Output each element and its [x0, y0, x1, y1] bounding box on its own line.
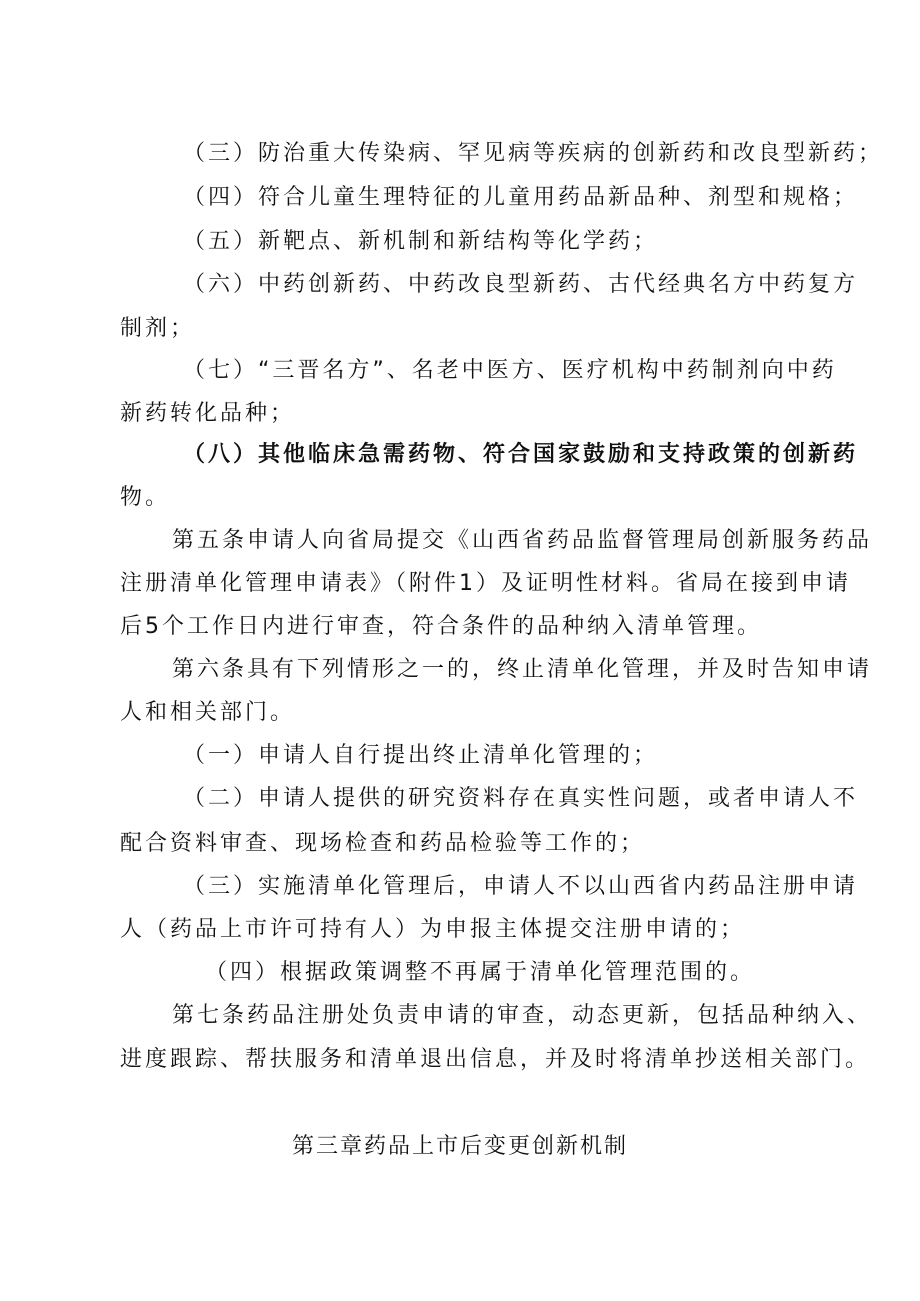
paragraph-7-line-2: 新药转化品种； — [120, 401, 296, 426]
paragraph-3-line-1: （三）防治重大传染病、罕见病等疾病的创新药和改良型新药； — [183, 141, 884, 166]
item-2-line-1: （二）申请人提供的研究资料存在真实性问题，或者申请人不 — [183, 786, 859, 811]
paragraph-5-line-1: （五）新靶点、新机制和新结构等化学药； — [183, 229, 659, 254]
item-3-line-1: （三）实施清单化管理后，申请人不以山西省内药品注册申请 — [183, 874, 859, 899]
paragraph-4-line-1: （四）符合儿童生理特征的儿童用药品新品种、剂型和规格； — [183, 185, 859, 210]
article-5-line-1: 第五条申请人向省局提交《山西省药品监督管理局创新服务药品 — [172, 528, 873, 553]
article-5-line-2: 注册清单化管理申请表》（附件1）及证明性材料。省局在接到申请 — [120, 571, 851, 596]
article-6-line-2: 人和相关部门。 — [120, 700, 296, 725]
article-7-line-2: 进度跟踪、帮扶服务和清单退出信息，并及时将清单抄送相关部门。 — [120, 1047, 871, 1072]
item-2-line-2: 配合资料审查、现场检查和药品检验等工作的； — [120, 831, 646, 856]
chapter-heading: 第三章药品上市后变更创新机制 — [291, 1134, 628, 1159]
item-1-line-1: （一）申请人自行提出终止清单化管理的； — [183, 743, 659, 768]
article-7-line-1: 第七条药品注册处负责申请的审查，动态更新，包括品种纳入、 — [172, 1003, 873, 1028]
paragraph-6-line-2: 制剂； — [120, 316, 196, 341]
item-3-line-2: 人（药品上市许可持有人）为申报主体提交注册申请的； — [120, 917, 746, 942]
paragraph-8-line-2: 物。 — [120, 485, 171, 510]
item-4-line-1: （四）根据政策调整不再属于清单化管理范围的。 — [205, 960, 756, 985]
article-5-line-3: 后5个工作日内进行审查，符合条件的品种纳入清单管理。 — [120, 614, 762, 639]
paragraph-8-line-1: （八）其他临床急需药物、符合国家鼓励和支持政策的创新药 — [183, 442, 859, 467]
article-6-line-1: 第六条具有下列情形之一的，终止清单化管理，并及时告知申请 — [172, 657, 873, 682]
paragraph-6-line-1: （六）中药创新药、中药改良型新药、古代经典名方中药复方 — [183, 272, 859, 297]
paragraph-7-line-1: （七）“三晋名方”、名老中医方、医疗机构中药制剂向中药 — [183, 358, 837, 383]
